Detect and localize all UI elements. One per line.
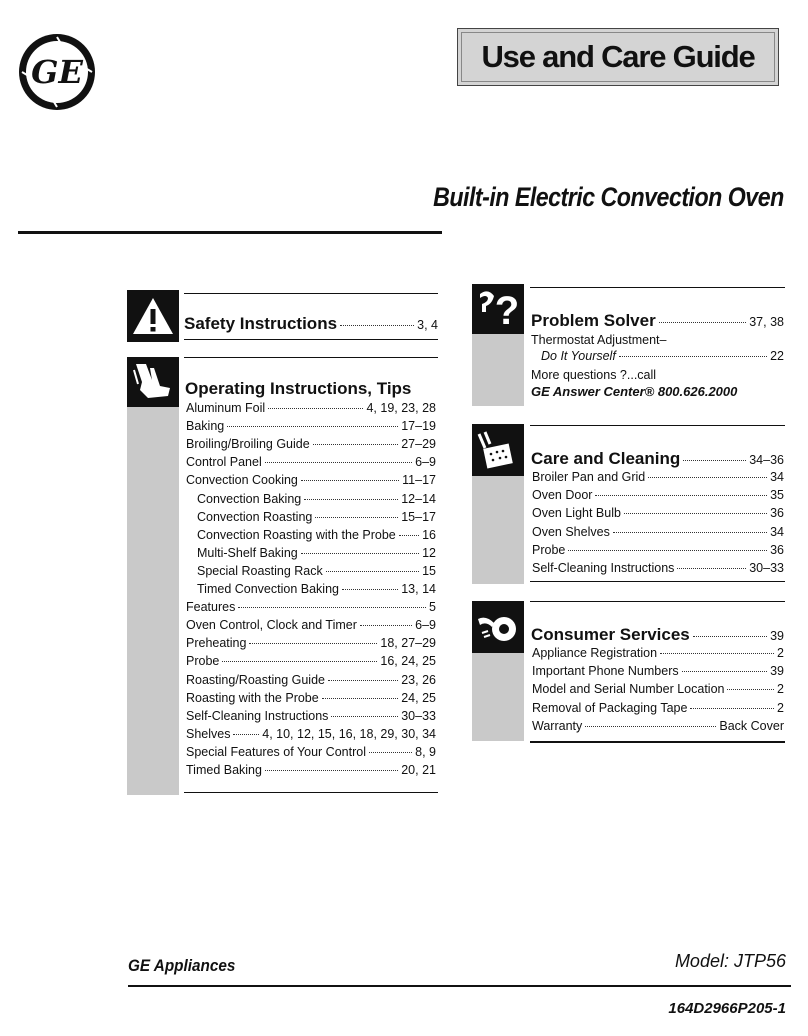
page-ref: 3, 4 [417,318,438,332]
tape-measure-icon [472,601,524,653]
product-subtitle: Built-in Electric Convection Oven [433,182,784,212]
answer-center-phone: GE Answer Center® 800.626.2000 [531,384,738,399]
index-entry-label: Oven Shelves [532,524,610,539]
index-entry[interactable] [186,471,436,489]
page-ref: 24, 25 [401,690,436,705]
page-ref: 36 [770,506,784,521]
index-entry-label: Preheating [186,636,247,651]
page-ref: 18, 27–29 [380,636,436,651]
index-entry[interactable] [532,504,784,522]
operating-title: Operating Instructions, Tips [185,379,412,398]
page-ref: 4, 10, 12, 15, 16, 18, 29, 30, 34 [262,726,436,741]
page-ref: 2 [777,700,784,715]
index-entry-label: Special Features of Your Control [186,744,366,759]
index-entry[interactable] [532,468,784,486]
index-entry[interactable] [197,562,436,580]
consumer-heading-row[interactable] [531,624,784,646]
page-ref: 12 [422,545,436,560]
index-entry-label: Broiling/Broiling Guide [186,437,310,452]
footer-divider [128,985,791,987]
operating-bottom-rule [184,792,438,793]
leader-dots [369,752,412,753]
index-entry[interactable] [532,541,784,559]
index-entry-label: Oven Door [532,488,593,503]
leader-dots [222,661,377,662]
index-entry-label: Timed Baking [186,763,262,777]
leader-dots [613,532,767,533]
page-ref: 5 [429,600,436,615]
page-ref: 35 [770,488,784,503]
index-entry-label: Multi-Shelf Baking [197,545,298,560]
safety-bottom-rule [184,339,438,340]
page-ref: 20, 21 [401,763,436,777]
leader-dots [727,689,774,690]
index-entry-label: Shelves [186,726,231,741]
page-ref: 15 [422,563,436,578]
care-heading-row[interactable] [531,448,784,470]
page-ref: 39 [770,664,784,679]
consumer-top-rule [530,601,785,602]
operating-top-rule [184,357,438,358]
index-entry-label: Aluminum Foil [186,401,266,415]
index-entry-label: Convection Baking [197,491,302,506]
leader-dots [690,708,774,709]
page-ref: 4, 19, 23, 28 [366,401,436,415]
index-entry[interactable] [532,644,784,662]
leader-dots [328,680,398,681]
index-entry[interactable] [186,743,436,761]
page-ref: 17–19 [401,419,436,434]
leader-dots [619,356,767,357]
page-ref: 6–9 [415,455,436,470]
problem-top-rule [530,287,785,288]
index-entry[interactable] [197,580,436,598]
index-entry-label: Warranty [532,718,583,733]
page-ref: 37, 38 [749,315,784,329]
page-ref: 12–14 [401,491,436,506]
leader-dots [648,477,767,478]
page-ref: 34 [770,470,784,484]
care-title: Care and Cleaning [531,449,681,468]
operating-icon-column [127,357,179,795]
index-entry-label: Appliance Registration [532,646,658,660]
index-entry-label: Model and Serial Number Location [532,682,725,697]
index-entry[interactable] [186,725,436,743]
leader-dots [315,517,398,518]
leader-dots [227,426,398,427]
model-number: Model: JTP56 [674,951,786,971]
more-questions-label: More questions ?...call [531,368,657,382]
index-entry[interactable] [186,616,436,634]
index-entry[interactable] [186,707,436,725]
leader-dots [331,716,398,717]
leader-dots [322,698,399,699]
thermostat-adjustment-label: Thermostat Adjustment– [531,333,667,347]
index-entry[interactable] [186,634,436,652]
leader-dots [585,726,716,727]
consumer-bottom-rule [530,741,785,743]
do-it-yourself-row[interactable] [541,347,784,365]
page-ref: 39 [770,629,784,643]
index-entry-label: Convection Roasting [197,509,313,524]
do-it-yourself-label: Do It Yourself [541,349,616,363]
index-entry[interactable] [532,486,784,504]
index-entry[interactable] [532,523,784,541]
guide-title-text: Use and Care Guide [481,39,755,74]
leader-dots [265,770,398,771]
index-entry-label: Broiler Pan and Grid [532,470,646,484]
index-entry[interactable] [186,761,436,779]
index-entry[interactable] [197,508,436,526]
page-ref: 36 [770,542,784,557]
page-ref: 2 [777,646,784,660]
index-entry[interactable] [186,453,436,471]
page-ref: 13, 14 [401,582,436,596]
index-entry-label: Timed Convection Baking [197,582,339,596]
leader-dots [568,550,767,551]
index-entry-label: Features [186,600,236,615]
index-entry[interactable] [532,662,784,680]
index-entry[interactable] [186,652,436,670]
index-entry[interactable] [186,598,436,616]
index-entry-label: Probe [532,542,566,557]
index-entry-label: Special Roasting Rack [197,563,323,578]
warning-icon [127,290,179,342]
leader-dots [624,513,767,514]
page-ref: 34 [770,524,784,539]
index-entry-label: Convection Cooking [186,473,298,488]
leader-dots [683,460,746,461]
svg-text:?: ? [494,289,520,332]
page-ref: 30–33 [749,561,784,575]
index-entry-label: Removal of Packaging Tape [532,700,688,715]
index-entry[interactable] [532,699,784,717]
safety-top-rule [184,293,438,294]
page-ref: 16 [422,527,436,542]
brand-name: GE Appliances [128,956,236,975]
index-entry-label: Self-Cleaning Instructions [186,708,329,723]
leader-dots [301,553,419,554]
index-entry[interactable] [532,559,784,577]
leader-dots [265,462,412,463]
page-ref: Back Cover [719,718,784,733]
leader-dots [659,322,747,323]
index-entry[interactable] [186,671,436,689]
problem-title: Problem Solver [531,311,656,330]
index-entry[interactable] [532,680,784,698]
safety-heading-row[interactable] [184,313,438,335]
care-top-rule [530,425,785,426]
leader-dots [249,643,377,644]
leader-dots [233,734,259,735]
page-ref: 23, 26 [401,672,436,687]
page-ref: 16, 24, 25 [380,654,436,669]
leader-dots [660,653,774,654]
page-ref: 2 [777,682,784,697]
problem-heading-row[interactable] [531,310,784,332]
index-entry[interactable] [197,526,436,544]
leader-dots [342,589,398,590]
index-entry-label: Self-Cleaning Instructions [532,561,675,575]
index-entry[interactable] [197,490,436,508]
index-entry-label: Important Phone Numbers [532,664,679,679]
leader-dots [677,568,746,569]
ge-logo [18,33,96,111]
leader-dots [326,571,419,572]
index-entry[interactable] [186,399,436,417]
leader-dots [301,480,399,481]
leader-dots [399,535,419,536]
index-entry[interactable] [186,689,436,707]
leader-dots [238,607,426,608]
index-entry-label: Control Panel [186,455,262,470]
index-entry-label: Probe [186,654,220,669]
part-number: 164D2966P205-1 [668,1000,786,1017]
guide-title [457,28,779,86]
header-divider [18,231,442,234]
leader-dots [360,625,412,626]
index-entry-label: Roasting/Roasting Guide [186,672,325,687]
safety-title: Safety Instructions [184,314,338,333]
care-bottom-rule [530,581,785,582]
index-entry-label: Roasting with the Probe [186,690,319,705]
leader-dots [682,671,767,672]
consumer-title: Consumer Services [531,625,690,644]
index-entry-label: Oven Light Bulb [532,506,621,521]
leader-dots [313,444,399,445]
leader-dots [268,408,363,409]
index-entry[interactable] [186,435,436,453]
page-ref: 8, 9 [415,744,436,759]
page-ref: 6–9 [415,618,436,633]
index-entry-label: Oven Control, Clock and Timer [186,618,357,633]
index-entry-label: Baking [186,419,225,434]
page-ref: 27–29 [401,437,436,452]
page-ref: 22 [770,349,784,363]
svg-text:GE: GE [31,53,83,91]
index-entry[interactable] [186,417,436,435]
leader-dots [340,325,414,326]
page-ref: 30–33 [401,708,436,723]
sponge-icon [472,424,524,476]
leader-dots [693,636,767,637]
leader-dots [304,499,398,500]
page-ref: 11–17 [402,473,436,488]
index-entry-label: Convection Roasting with the Probe [197,527,396,542]
page-ref: 34–36 [749,453,784,467]
leader-dots [595,495,767,496]
hand-pointer-icon [127,357,179,407]
page-ref: 15–17 [401,509,436,524]
question-mark-icon [472,284,524,334]
index-entry[interactable] [197,544,436,562]
index-entry[interactable] [532,717,784,735]
